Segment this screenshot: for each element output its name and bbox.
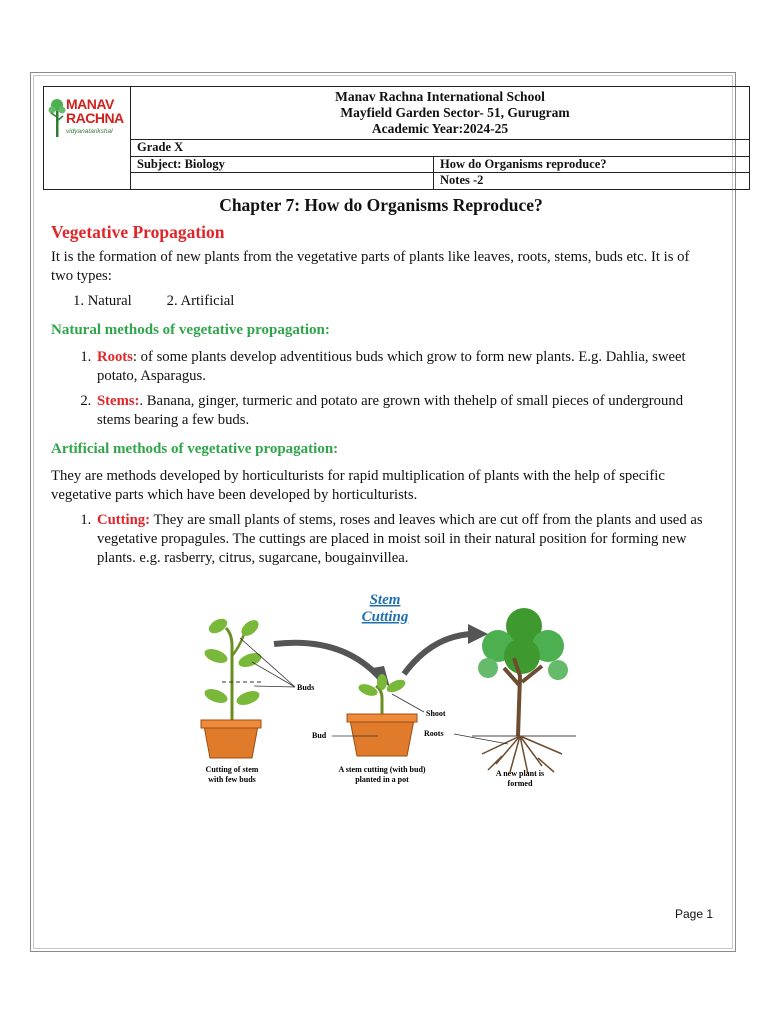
roots-text: : of some plants develop adventitious buds which grow to form new plants. E.g. Dahlia, sweet potato, Asparagus. <box>97 349 686 384</box>
arrow-icon <box>274 643 380 678</box>
label-shoot: Shoot <box>426 709 446 718</box>
type-natural: 1. Natural <box>73 293 132 309</box>
figure-title-line1: Stem <box>369 592 401 608</box>
school-info-cell <box>131 87 750 140</box>
grade-label: Grade X <box>137 140 184 154</box>
plant-cutting-icon <box>201 616 295 758</box>
subject-cell <box>131 157 434 173</box>
artificial-heading: Artificial methods of vegetative propagation: <box>51 441 339 457</box>
academic-year: Academic Year:2024-25 <box>371 121 509 136</box>
type-artificial: 2. Artificial <box>166 293 235 309</box>
arrow-icon <box>404 634 472 674</box>
topic-label: How do Organisms reproduce? <box>440 157 607 171</box>
school-name: Manav Rachna International School <box>335 89 545 104</box>
caption1-line2: with few buds <box>208 775 256 784</box>
natural-heading: Natural methods of vegetative propagation: <box>51 322 330 338</box>
artificial-list <box>51 511 711 568</box>
cutting-text: They are small plants of stems, roses and leaves which are cut off from the plants and used as vegetative propagules. The cuttings are placed in moist soil in their natural position for forming new plants. e.g. rasberry, citrus, sugarcane, bougainvillea. <box>97 512 703 566</box>
logo-tagline: vidyanatarikshal <box>66 128 113 135</box>
caption2-line1: A stem cutting (with bud) <box>338 765 426 774</box>
school-address: Mayfield Garden Sector- 51, Gurugram <box>340 105 570 120</box>
list-item <box>95 392 711 430</box>
list-item <box>95 511 711 568</box>
label-roots: Roots <box>424 729 444 738</box>
logo-cell <box>44 87 131 190</box>
section-title: Vegetative Propagation <box>51 222 225 242</box>
label-bud: Bud <box>312 731 327 740</box>
caption3-line1: A new plant is <box>495 769 545 778</box>
caption1-line1: Cutting of stem <box>205 765 259 774</box>
stem-cutting-figure <box>192 586 592 796</box>
caption2-line2: planted in a pot <box>355 775 409 784</box>
term-cutting: Cutting: <box>97 512 151 528</box>
label-buds: Buds <box>297 683 315 692</box>
school-logo <box>48 89 126 147</box>
chapter-title: Chapter 7: How do Organisms Reproduce? <box>219 195 543 215</box>
types-list <box>51 292 711 311</box>
main-content <box>51 196 711 574</box>
term-stems: Stems: <box>97 393 140 409</box>
term-roots: Roots <box>97 349 133 365</box>
notes-cell <box>434 173 750 190</box>
figure-title-line2: Cutting <box>361 609 409 625</box>
list-item <box>95 348 711 386</box>
page-number: Page 1 <box>675 907 714 921</box>
artificial-intro: They are methods developed by horticulturists for rapid multiplication of plants with the help of specific vegetative parts which have been developed by horticulturists. <box>51 468 665 503</box>
subject-label: Subject: Biology <box>137 157 225 171</box>
caption3-line2: formed <box>507 779 533 788</box>
grade-cell <box>131 140 750 157</box>
notes-label: Notes -2 <box>440 173 484 187</box>
tree-logo-icon <box>48 97 66 139</box>
logo-line2: RACHNA <box>66 110 124 126</box>
natural-list <box>51 348 711 430</box>
topic-cell <box>434 157 750 173</box>
logo-line1: MANAV <box>66 96 114 112</box>
intro-paragraph: It is the formation of new plants from the vegetative parts of plants like leaves, roots, stems, buds etc. It is of two types: <box>51 249 690 284</box>
empty-cell <box>131 173 434 190</box>
stems-text: . Banana, ginger, turmeric and potato are grown with thehelp of small pieces of underground stems bearing a few buds. <box>97 393 684 428</box>
header-table <box>43 86 750 190</box>
planted-cutting-icon <box>332 674 424 756</box>
